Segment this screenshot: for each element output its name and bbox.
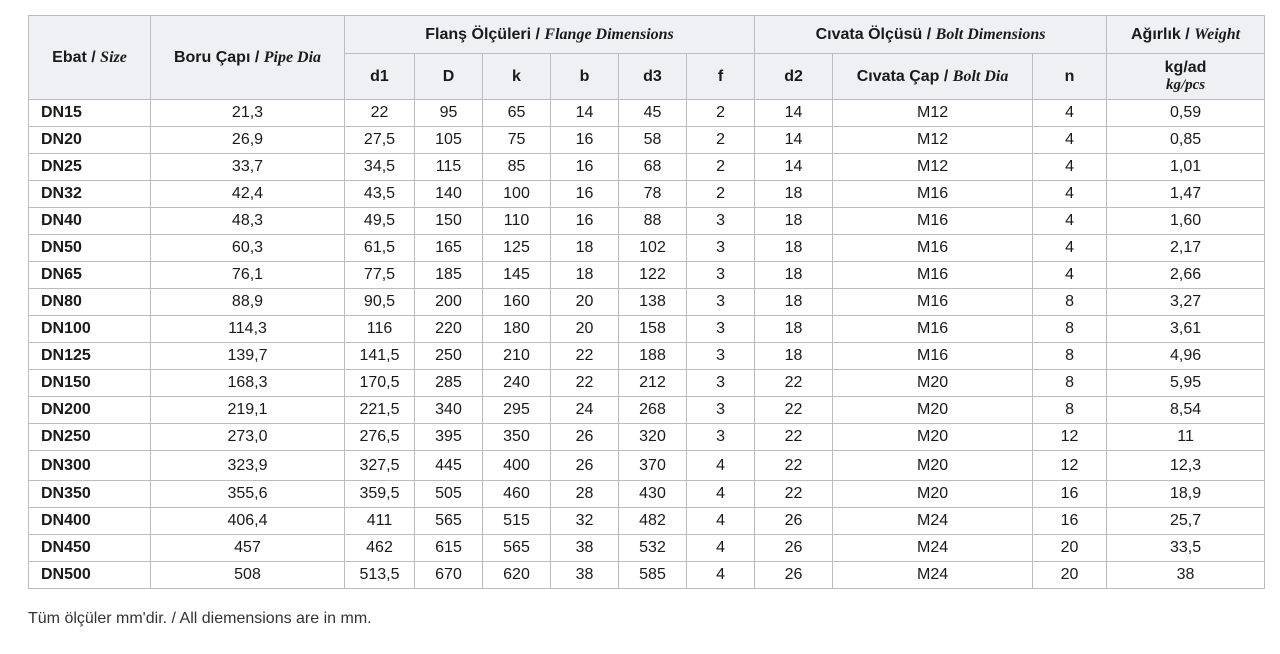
cell-d3: 370 [619,451,687,481]
footnote-tr: Tüm ölçüler mm'dir. [28,610,168,627]
cell-d2: 22 [755,370,833,397]
cell-d1: 359,5 [345,481,415,508]
cell-size: DN40 [29,208,151,235]
cell-D: 445 [415,451,483,481]
cell-k: 620 [483,562,551,589]
cell-weight: 1,60 [1107,208,1265,235]
table-row [29,481,1265,508]
cell-b: 22 [551,370,619,397]
cell-d2: 26 [755,562,833,589]
cell-n: 4 [1033,235,1107,262]
cell-d2: 26 [755,535,833,562]
cell-weight: 1,01 [1107,154,1265,181]
table-row [29,397,1265,424]
header-D: D [415,54,483,100]
cell-b: 18 [551,262,619,289]
cell-b: 22 [551,343,619,370]
cell-f: 3 [687,397,755,424]
cell-bolt-dia: M12 [833,100,1033,127]
cell-d1: 462 [345,535,415,562]
table-row [29,508,1265,535]
cell-b: 18 [551,235,619,262]
cell-bolt-dia: M24 [833,535,1033,562]
cell-f: 2 [687,154,755,181]
cell-weight: 1,47 [1107,181,1265,208]
cell-n: 20 [1033,535,1107,562]
cell-k: 350 [483,424,551,451]
cell-size: DN50 [29,235,151,262]
table-row [29,262,1265,289]
cell-b: 26 [551,451,619,481]
cell-bolt-dia: M16 [833,262,1033,289]
cell-D: 220 [415,316,483,343]
table-row [29,451,1265,481]
table-row [29,424,1265,451]
cell-weight: 25,7 [1107,508,1265,535]
table-header [29,16,1265,100]
cell-size: DN500 [29,562,151,589]
cell-size: DN80 [29,289,151,316]
cell-k: 460 [483,481,551,508]
cell-f: 4 [687,508,755,535]
cell-pipe-dia: 508 [151,562,345,589]
cell-f: 3 [687,424,755,451]
cell-n: 4 [1033,262,1107,289]
cell-d1: 49,5 [345,208,415,235]
cell-n: 4 [1033,154,1107,181]
cell-k: 125 [483,235,551,262]
cell-bolt-dia: M20 [833,424,1033,451]
cell-size: DN100 [29,316,151,343]
cell-bolt-dia: M16 [833,235,1033,262]
cell-b: 16 [551,181,619,208]
cell-size: DN125 [29,343,151,370]
cell-d2: 14 [755,154,833,181]
cell-n: 8 [1033,316,1107,343]
cell-f: 3 [687,316,755,343]
cell-d2: 18 [755,262,833,289]
cell-n: 4 [1033,100,1107,127]
cell-f: 3 [687,262,755,289]
cell-k: 565 [483,535,551,562]
cell-b: 32 [551,508,619,535]
cell-pipe-dia: 273,0 [151,424,345,451]
cell-pipe-dia: 457 [151,535,345,562]
cell-weight: 38 [1107,562,1265,589]
table-row [29,154,1265,181]
cell-k: 160 [483,289,551,316]
cell-bolt-dia: M20 [833,397,1033,424]
header-unit: kg/ad kg/pcs [1107,54,1265,100]
cell-bolt-dia: M24 [833,508,1033,535]
cell-pipe-dia: 48,3 [151,208,345,235]
cell-D: 165 [415,235,483,262]
cell-weight: 2,17 [1107,235,1265,262]
cell-d1: 411 [345,508,415,535]
cell-n: 4 [1033,181,1107,208]
cell-d1: 22 [345,100,415,127]
cell-D: 340 [415,397,483,424]
table-row [29,208,1265,235]
cell-bolt-dia: M20 [833,451,1033,481]
cell-b: 14 [551,100,619,127]
cell-b: 16 [551,154,619,181]
cell-n: 8 [1033,343,1107,370]
cell-k: 240 [483,370,551,397]
table-row [29,535,1265,562]
cell-f: 3 [687,289,755,316]
cell-k: 75 [483,127,551,154]
table-row [29,289,1265,316]
cell-pipe-dia: 88,9 [151,289,345,316]
cell-D: 105 [415,127,483,154]
table-body [29,100,1265,589]
cell-k: 295 [483,397,551,424]
cell-size: DN450 [29,535,151,562]
cell-n: 16 [1033,508,1107,535]
cell-d1: 276,5 [345,424,415,451]
cell-f: 4 [687,562,755,589]
cell-f: 3 [687,208,755,235]
cell-D: 250 [415,343,483,370]
header-bolt-dia: Cıvata Çap / Bolt Dia [833,54,1033,100]
cell-d1: 90,5 [345,289,415,316]
table-row [29,181,1265,208]
cell-d1: 327,5 [345,451,415,481]
header-n: n [1033,54,1107,100]
cell-size: DN350 [29,481,151,508]
header-d3: d3 [619,54,687,100]
cell-d3: 585 [619,562,687,589]
cell-pipe-dia: 139,7 [151,343,345,370]
cell-d2: 22 [755,424,833,451]
cell-d2: 18 [755,316,833,343]
cell-f: 2 [687,100,755,127]
cell-d2: 22 [755,451,833,481]
cell-weight: 2,66 [1107,262,1265,289]
cell-k: 180 [483,316,551,343]
cell-bolt-dia: M20 [833,370,1033,397]
cell-size: DN32 [29,181,151,208]
cell-size: DN250 [29,424,151,451]
cell-pipe-dia: 406,4 [151,508,345,535]
cell-D: 95 [415,100,483,127]
cell-D: 200 [415,289,483,316]
footnote [28,610,372,628]
cell-f: 3 [687,370,755,397]
cell-d2: 18 [755,289,833,316]
cell-n: 8 [1033,370,1107,397]
cell-n: 12 [1033,451,1107,481]
cell-n: 4 [1033,127,1107,154]
cell-f: 4 [687,451,755,481]
header-weight: Ağırlık / Weight [1107,16,1265,54]
cell-n: 4 [1033,208,1107,235]
cell-bolt-dia: M12 [833,127,1033,154]
cell-d1: 116 [345,316,415,343]
header-b: b [551,54,619,100]
cell-d3: 268 [619,397,687,424]
cell-b: 38 [551,562,619,589]
table-row [29,343,1265,370]
cell-D: 615 [415,535,483,562]
cell-weight: 33,5 [1107,535,1265,562]
flange-dimensions-table [28,15,1265,589]
cell-d3: 122 [619,262,687,289]
cell-k: 210 [483,343,551,370]
cell-D: 150 [415,208,483,235]
table-row [29,370,1265,397]
cell-d1: 141,5 [345,343,415,370]
cell-n: 12 [1033,424,1107,451]
cell-d3: 88 [619,208,687,235]
cell-k: 400 [483,451,551,481]
cell-d1: 170,5 [345,370,415,397]
cell-weight: 18,9 [1107,481,1265,508]
cell-pipe-dia: 219,1 [151,397,345,424]
cell-d2: 14 [755,127,833,154]
cell-bolt-dia: M24 [833,562,1033,589]
cell-n: 8 [1033,289,1107,316]
cell-d3: 58 [619,127,687,154]
cell-bolt-dia: M16 [833,343,1033,370]
cell-bolt-dia: M16 [833,181,1033,208]
cell-D: 565 [415,508,483,535]
cell-pipe-dia: 60,3 [151,235,345,262]
cell-D: 285 [415,370,483,397]
header-f: f [687,54,755,100]
cell-pipe-dia: 323,9 [151,451,345,481]
cell-d2: 18 [755,235,833,262]
cell-d3: 320 [619,424,687,451]
cell-b: 16 [551,208,619,235]
header-pipe-dia: Boru Çapı / Pipe Dia [151,16,345,100]
cell-size: DN300 [29,451,151,481]
cell-d3: 430 [619,481,687,508]
header-d1: d1 [345,54,415,100]
cell-D: 185 [415,262,483,289]
cell-b: 28 [551,481,619,508]
cell-n: 20 [1033,562,1107,589]
cell-f: 2 [687,181,755,208]
cell-d3: 532 [619,535,687,562]
cell-size: DN400 [29,508,151,535]
cell-D: 115 [415,154,483,181]
cell-k: 85 [483,154,551,181]
cell-size: DN150 [29,370,151,397]
header-flange-dimensions: Flanş Ölçüleri / Flange Dimensions [345,16,755,54]
cell-d1: 221,5 [345,397,415,424]
cell-n: 8 [1033,397,1107,424]
cell-bolt-dia: M16 [833,208,1033,235]
cell-pipe-dia: 21,3 [151,100,345,127]
cell-weight: 4,96 [1107,343,1265,370]
cell-b: 16 [551,127,619,154]
cell-d2: 18 [755,181,833,208]
cell-size: DN200 [29,397,151,424]
cell-d3: 102 [619,235,687,262]
cell-size: DN65 [29,262,151,289]
cell-pipe-dia: 76,1 [151,262,345,289]
cell-f: 4 [687,481,755,508]
cell-d3: 188 [619,343,687,370]
footnote-en: / All diemensions are in mm. [167,610,372,627]
cell-pipe-dia: 26,9 [151,127,345,154]
cell-k: 145 [483,262,551,289]
header-bolt-dimensions: Cıvata Ölçüsü / Bolt Dimensions [755,16,1107,54]
cell-d1: 513,5 [345,562,415,589]
cell-d1: 27,5 [345,127,415,154]
cell-d3: 68 [619,154,687,181]
cell-d2: 18 [755,343,833,370]
cell-b: 38 [551,535,619,562]
cell-b: 26 [551,424,619,451]
cell-weight: 12,3 [1107,451,1265,481]
cell-d3: 78 [619,181,687,208]
cell-size: DN25 [29,154,151,181]
cell-k: 65 [483,100,551,127]
cell-k: 100 [483,181,551,208]
table-row [29,100,1265,127]
cell-pipe-dia: 114,3 [151,316,345,343]
cell-d1: 43,5 [345,181,415,208]
cell-D: 140 [415,181,483,208]
cell-d2: 22 [755,481,833,508]
cell-f: 3 [687,343,755,370]
table-row [29,235,1265,262]
cell-weight: 8,54 [1107,397,1265,424]
cell-b: 20 [551,316,619,343]
cell-d1: 61,5 [345,235,415,262]
cell-d3: 45 [619,100,687,127]
cell-b: 20 [551,289,619,316]
cell-d3: 482 [619,508,687,535]
cell-k: 110 [483,208,551,235]
header-k: k [483,54,551,100]
cell-n: 16 [1033,481,1107,508]
cell-weight: 11 [1107,424,1265,451]
cell-d3: 138 [619,289,687,316]
table-row [29,316,1265,343]
cell-pipe-dia: 33,7 [151,154,345,181]
cell-bolt-dia: M16 [833,289,1033,316]
cell-bolt-dia: M20 [833,481,1033,508]
cell-f: 4 [687,535,755,562]
cell-bolt-dia: M16 [833,316,1033,343]
cell-weight: 5,95 [1107,370,1265,397]
cell-size: DN20 [29,127,151,154]
cell-d2: 14 [755,100,833,127]
cell-d3: 212 [619,370,687,397]
cell-weight: 0,59 [1107,100,1265,127]
cell-d3: 158 [619,316,687,343]
cell-pipe-dia: 168,3 [151,370,345,397]
cell-k: 515 [483,508,551,535]
cell-f: 3 [687,235,755,262]
cell-d2: 22 [755,397,833,424]
cell-f: 2 [687,127,755,154]
table-row [29,562,1265,589]
cell-d2: 18 [755,208,833,235]
cell-d1: 77,5 [345,262,415,289]
cell-pipe-dia: 355,6 [151,481,345,508]
cell-b: 24 [551,397,619,424]
cell-weight: 3,61 [1107,316,1265,343]
cell-D: 395 [415,424,483,451]
cell-D: 505 [415,481,483,508]
cell-D: 670 [415,562,483,589]
table-row [29,127,1265,154]
cell-weight: 0,85 [1107,127,1265,154]
header-size: Ebat / Size [29,16,151,100]
cell-pipe-dia: 42,4 [151,181,345,208]
cell-size: DN15 [29,100,151,127]
cell-bolt-dia: M12 [833,154,1033,181]
cell-d1: 34,5 [345,154,415,181]
header-d2: d2 [755,54,833,100]
cell-weight: 3,27 [1107,289,1265,316]
cell-d2: 26 [755,508,833,535]
